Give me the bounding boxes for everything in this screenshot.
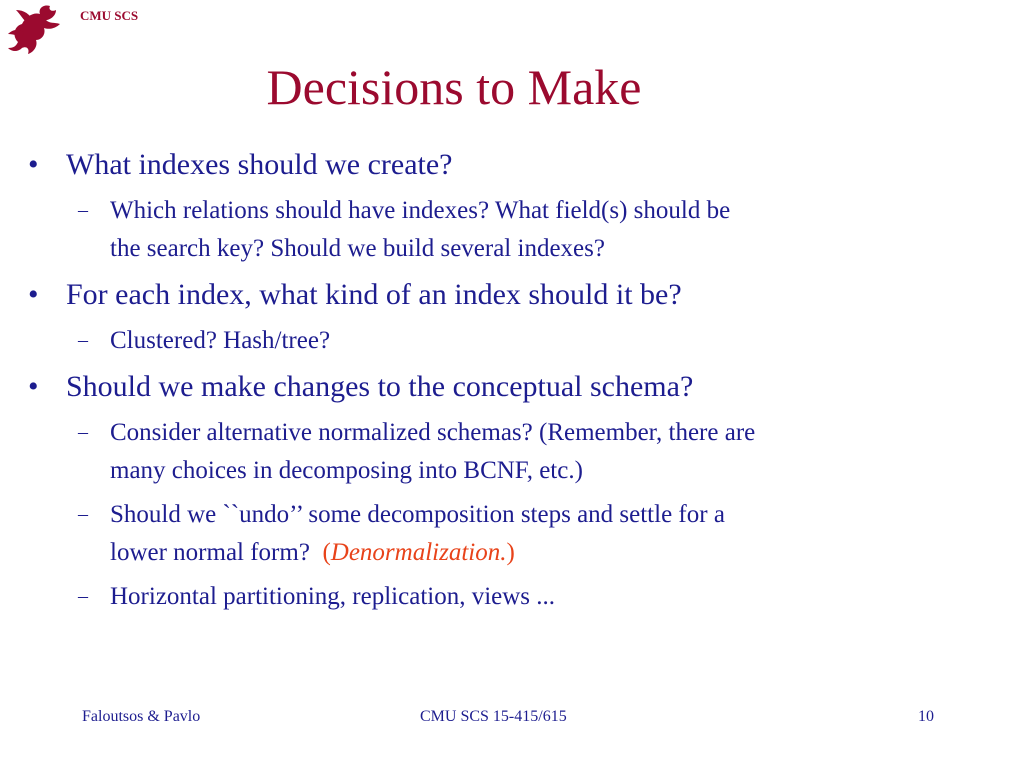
sub-list [28, 322, 1008, 360]
griffin-logo-icon [4, 2, 64, 58]
dash-icon: – [78, 503, 88, 525]
sub-bullet-line: the search key? Should we build several indexes? [110, 235, 605, 262]
org-label: CMU SCS [80, 8, 139, 23]
sub-bullet-line: Should we ``undo’’ some decomposition steps and settle for a [110, 501, 725, 528]
sub-bullet-line: Clustered? Hash/tree? [110, 327, 331, 354]
denormalization-term: (Denormalization.) [322, 539, 515, 566]
bullet-item [28, 276, 1008, 314]
dash-icon: – [78, 329, 88, 351]
dash-icon: – [78, 585, 88, 607]
sub-bullet-line: lower normal form? [110, 539, 323, 566]
sub-list [28, 192, 1008, 268]
sub-bullet-item [28, 496, 1008, 572]
sub-bullet-item [28, 578, 1008, 616]
footer-course: CMU SCS 15-415/615 [420, 708, 567, 725]
bullet-dot-icon: • [28, 278, 39, 311]
sub-bullet-item [28, 322, 1008, 360]
sub-bullet-item [28, 192, 1008, 268]
sub-bullet-item [28, 414, 1008, 490]
sub-bullet-line: many choices in decomposing into BCNF, etc.) [110, 457, 583, 484]
footer-authors: Faloutsos & Pavlo [82, 708, 201, 725]
sub-bullet-line: Which relations should have indexes? What field(s) should be [110, 197, 731, 224]
bullet-item [28, 368, 1008, 406]
bullet-text: What indexes should we create? [66, 148, 453, 181]
sub-bullet-line: Consider alternative normalized schemas? (Remember, there are [110, 419, 756, 446]
dash-icon: – [78, 199, 88, 221]
bullet-dot-icon: • [28, 370, 39, 403]
dash-icon: – [78, 421, 88, 443]
slide-title: Decisions to Make [266, 59, 642, 115]
bullet-text: Should we make changes to the conceptual schema? [66, 370, 694, 403]
bullet-item [28, 146, 1008, 184]
sub-bullet-line: Horizontal partitioning, replication, views ... [110, 583, 556, 610]
footer-page-number: 10 [918, 708, 934, 725]
bullet-list [28, 146, 1008, 622]
sub-list [28, 414, 1008, 616]
bullet-dot-icon: • [28, 148, 39, 181]
bullet-text: For each index, what kind of an index should it be? [66, 278, 682, 311]
